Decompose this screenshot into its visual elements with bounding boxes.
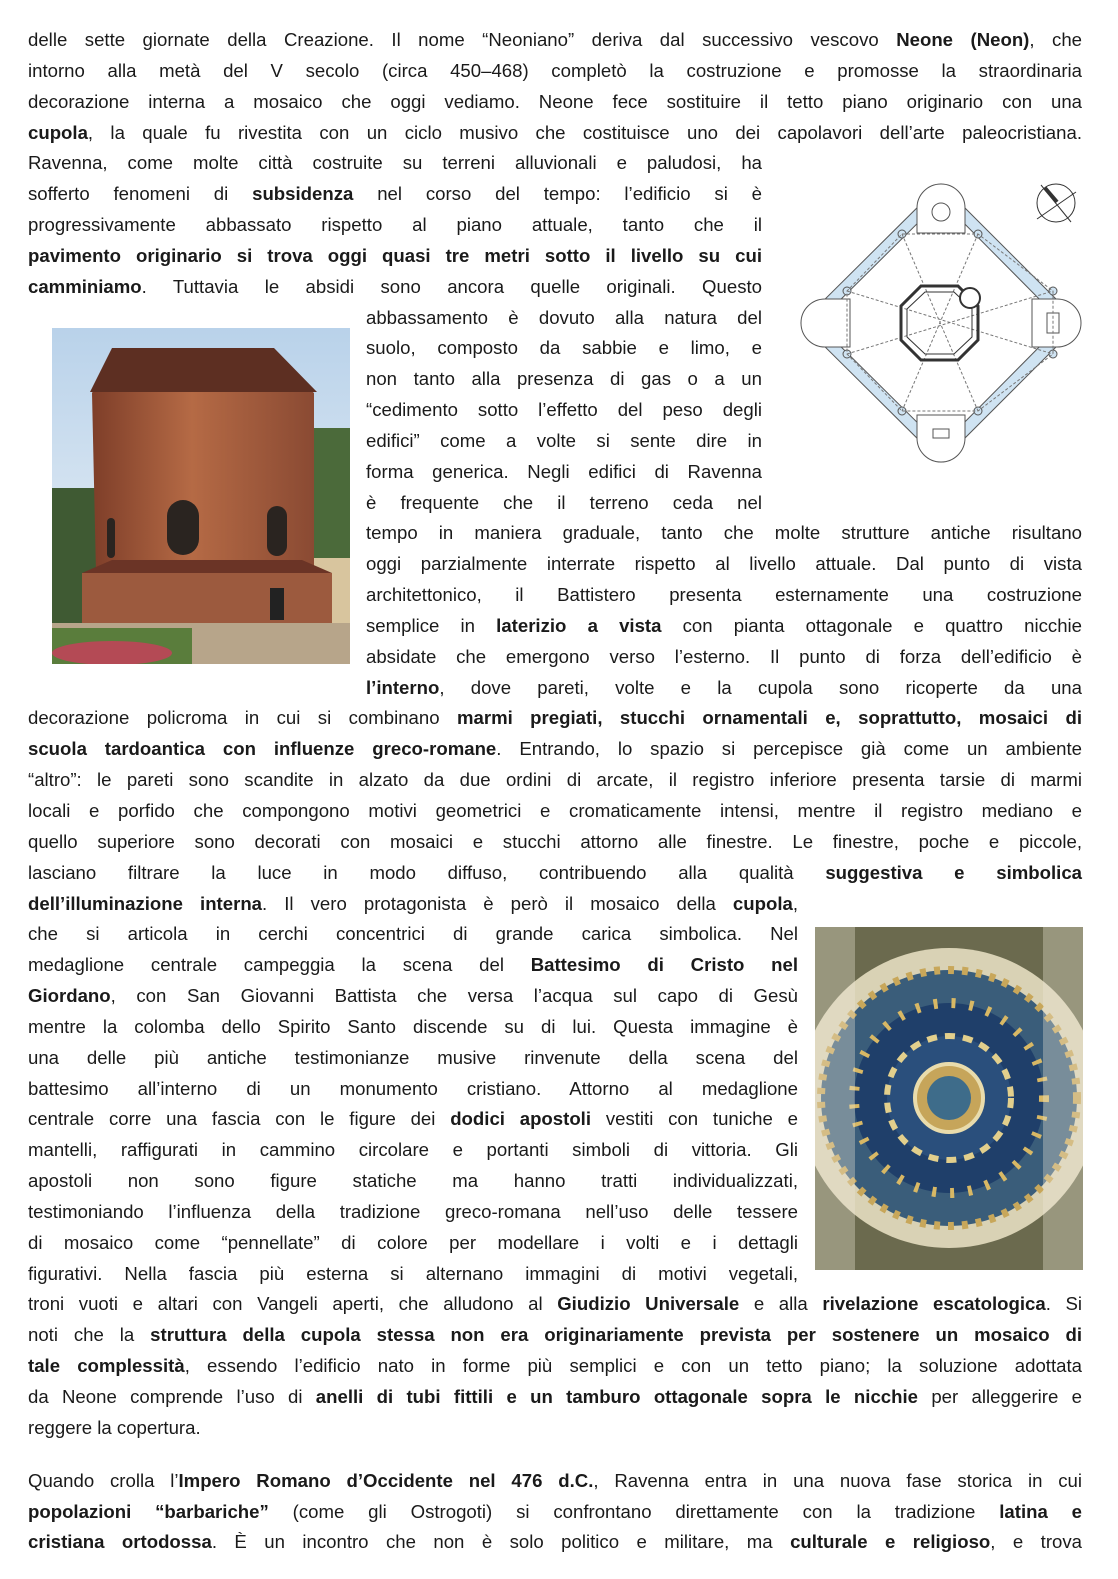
- text-segment: , essendo l’edificio nato in forme più semplici e con un tetto piano; la soluzione adottata: [184, 1355, 1082, 1377]
- text-segment: decorazione policroma in cui si combinano: [28, 707, 457, 729]
- text-line: [366, 335, 762, 361]
- bold-text: tale complessità: [28, 1355, 185, 1377]
- text-line: [28, 181, 762, 207]
- text-segment: testimoniando l’influenza della tradizione greco-romana nell’uso delle tessere: [28, 1200, 798, 1222]
- text-line: [28, 1076, 798, 1102]
- text-line: [28, 736, 1082, 762]
- text-segment: medaglione centrale campeggia la scena del: [28, 954, 531, 976]
- text-line: [366, 366, 762, 392]
- text-segment: , e trova: [990, 1531, 1083, 1552]
- text-line: [366, 520, 1082, 546]
- bold-text: subsidenza: [252, 183, 354, 205]
- text-segment: ,: [792, 892, 798, 914]
- text-line: [28, 891, 798, 917]
- text-segment: tempo in maniera graduale, tanto che molte strutture antiche risultano: [366, 522, 1082, 544]
- bold-text: cristiana ortodossa: [28, 1531, 212, 1552]
- text-segment: battesimo all’interno di un monumento cristiano. Attorno al medaglione: [28, 1077, 798, 1099]
- text-line: [28, 1499, 1082, 1525]
- text-line: [28, 120, 1082, 146]
- baptistery-exterior-photo: [52, 328, 350, 664]
- text-line: [28, 1353, 1082, 1379]
- text-segment: oggi parzialmente interrate rispetto al livello attuale. Dal punto di vista: [366, 553, 1082, 575]
- bold-text: cupola: [732, 892, 793, 914]
- text-segment: edifici” come a volte si sente dire in: [366, 429, 762, 451]
- text-segment: delle sette giornate della Creazione. Il nome “Neoniano” deriva dal successivo vescovo: [28, 29, 897, 50]
- text-segment: , Ravenna entra in una nuova fase storica in cui: [593, 1470, 1082, 1491]
- text-line: [28, 767, 1082, 793]
- text-line: [28, 1168, 798, 1194]
- text-line: [366, 490, 762, 516]
- text-segment: absidate che emergono verso l’esterno. Il punto di forza dell’edificio è: [366, 645, 1082, 667]
- text-segment: decorazione interna a mosaico che oggi vediamo. Neone fece sostituire il tetto piano originario con una: [28, 90, 1082, 112]
- text-line: [28, 952, 798, 978]
- text-segment: apostoli non sono figure statiche ma hanno tratti individualizzati,: [28, 1170, 798, 1192]
- text-line: [28, 1384, 1082, 1410]
- text-segment: intorno alla metà del V secolo (circa 450–468) completò la costruzione e promosse la straordinaria: [28, 59, 1082, 81]
- text-line: [28, 798, 1082, 824]
- text-line: [28, 89, 1082, 115]
- text-line: [28, 1322, 1082, 1348]
- text-line: [366, 551, 1082, 577]
- bold-text: popolazioni “barbariche”: [28, 1500, 269, 1522]
- bold-text: anelli di tubi fittili e un tamburo ottagonale sopra le nicchie: [315, 1385, 918, 1407]
- bold-text: marmi pregiati, stucchi ornamentali e, soprattutto, mosaici di: [456, 707, 1082, 729]
- text-line: [366, 644, 1082, 670]
- text-line: [28, 1014, 798, 1040]
- text-segment: mentre la colomba dello Spirito Santo discende su di lui. Questa immagine è: [28, 1015, 798, 1037]
- text-line: [28, 212, 762, 238]
- text-segment: sofferto fenomeni di: [28, 183, 253, 205]
- text-segment: , la quale fu rivestita con un ciclo musivo che costituisce uno dei capolavori dell’arte paleocristiana.: [87, 121, 1082, 143]
- text-segment: architettonico, il Battistero presenta esternamente una costruzione: [366, 584, 1082, 606]
- text-line: [28, 1230, 798, 1256]
- text-line: [366, 459, 762, 485]
- text-line: [28, 1199, 798, 1225]
- bold-text: laterizio a vista: [496, 614, 662, 636]
- text-line: [28, 921, 798, 947]
- text-segment: di mosaico come “pennellate” di colore per modellare i volti e i dettagli: [28, 1231, 798, 1253]
- text-line: [28, 1415, 1082, 1441]
- text-segment: , che: [1029, 29, 1083, 50]
- text-segment: mantelli, raffigurati in cammino circolare e portanti simboli di vittoria. Gli: [28, 1139, 798, 1161]
- text-line: [366, 675, 1082, 701]
- text-segment: , dove pareti, volte e la cupola sono ricoperte da una: [439, 676, 1082, 698]
- text-segment: e alla: [739, 1293, 823, 1315]
- baptistery-floor-plan-figure: [795, 178, 1087, 468]
- text-line: [28, 1529, 1082, 1555]
- text-segment: una delle più antiche testimonianze musive rinvenute della scena del: [28, 1046, 798, 1068]
- text-segment: vestiti con tuniche e: [591, 1108, 798, 1130]
- bold-text: latina e: [999, 1500, 1083, 1522]
- text-line: [366, 428, 762, 454]
- text-line: [28, 1137, 798, 1163]
- text-segment: “cedimento sotto l’effetto del peso degli: [366, 399, 762, 421]
- text-line: [28, 705, 1082, 731]
- text-line: [28, 27, 1082, 53]
- bold-text: l’interno: [366, 676, 440, 698]
- bold-text: pavimento originario si trova oggi quasi tre metri sotto il livello su cui: [28, 244, 762, 266]
- text-segment: . È un incontro che non è solo politico e militare, ma: [211, 1531, 791, 1552]
- text-line: [366, 397, 762, 423]
- text-line: [28, 1106, 798, 1132]
- bold-text: Impero Romano d’Occidente nel 476 d.C.: [178, 1470, 594, 1491]
- text-segment: centrale corre una fascia con le figure dei: [28, 1108, 451, 1130]
- text-segment: che si articola in cerchi concentrici di grande carica simbolica. Nel: [28, 923, 798, 945]
- text-segment: suolo, composto da sabbie e limo, e: [366, 337, 762, 359]
- dome-mosaic-photo: [815, 927, 1083, 1270]
- text-line: [28, 1045, 798, 1071]
- bold-text: camminiamo: [28, 275, 142, 297]
- text-line: [28, 860, 1082, 886]
- text-segment: Ravenna, come molte città costruite su terreni alluvionali e paludosi, ha: [28, 152, 762, 174]
- bold-text: dell’illuminazione interna: [28, 892, 263, 914]
- text-line: [28, 150, 762, 176]
- north-arrow-icon: [1037, 184, 1076, 222]
- text-segment: “altro”: le pareti sono scandite in alzato da due ordini di arcate, il registro inferiore presenta tarsie di marmi: [28, 769, 1082, 791]
- text-line: [28, 983, 798, 1009]
- text-segment: abbassamento è dovuto alla natura del: [366, 306, 762, 328]
- text-segment: da Neone comprende l’uso di: [28, 1385, 316, 1407]
- text-segment: nel corso del tempo: l’edificio si è: [353, 183, 762, 205]
- text-segment: lasciano filtrare la luce in modo diffuso, contribuendo alla qualità: [28, 861, 826, 883]
- bold-text: suggestiva e simbolica: [825, 861, 1082, 883]
- text-segment: (come gli Ostrogoti) si confrontano direttamente con la tradizione: [268, 1500, 1000, 1522]
- text-line: [28, 58, 1082, 84]
- text-line: [366, 582, 1082, 608]
- text-segment: . Il vero protagonista è però il mosaico della: [262, 892, 733, 914]
- bold-text: cupola: [28, 121, 88, 143]
- text-segment: quello superiore sono decorati con mosaici e stucchi attorno alle finestre. Le finestre, poche e piccole,: [28, 830, 1082, 852]
- text-line: [28, 274, 762, 300]
- text-segment: noti che la: [28, 1324, 151, 1346]
- text-segment: figurativi. Nella fascia più esterna si alternano immagini di motivi vegetali,: [28, 1262, 798, 1284]
- text-segment: progressivamente abbassato rispetto al piano attuale, tanto che il: [28, 214, 762, 236]
- bold-text: scuola tardoantica con influenze greco-romane: [28, 738, 497, 760]
- text-line: [28, 1261, 798, 1287]
- bold-text: rivelazione escatologica: [822, 1293, 1046, 1315]
- text-segment: Quando crolla l’: [28, 1470, 179, 1491]
- bold-text: dodici apostoli: [450, 1108, 592, 1130]
- text-segment: non tanto alla presenza di gas o a un: [366, 368, 762, 390]
- text-segment: per alleggerire e: [918, 1385, 1082, 1407]
- bold-text: Neone (Neon): [896, 29, 1030, 50]
- text-segment: con pianta ottagonale e quattro nicchie: [661, 614, 1083, 636]
- bold-text: struttura della cupola stessa non era originariamente prevista per sostenere un mosaico di: [150, 1324, 1082, 1346]
- text-segment: reggere la copertura.: [28, 1416, 201, 1438]
- text-line: [366, 305, 762, 331]
- bold-text: Battesimo di Cristo nel: [530, 954, 798, 976]
- text-line: [28, 1291, 1082, 1317]
- bold-text: Giudizio Universale: [557, 1293, 740, 1315]
- text-segment: . Si: [1045, 1293, 1082, 1315]
- text-segment: . Entrando, lo spazio si percepisce già come un ambiente: [496, 738, 1083, 760]
- text-line: [28, 829, 1082, 855]
- text-line: [28, 243, 762, 269]
- text-segment: semplice in: [366, 614, 497, 636]
- text-segment: forma generica. Negli edifici di Ravenna: [366, 460, 762, 482]
- text-segment: , con San Giovanni Battista che versa l’acqua sul capo di Gesù: [110, 985, 798, 1007]
- text-segment: locali e porfido che compongono motivi geometrici e cromaticamente intensi, mentre il registro mediano e: [28, 800, 1082, 821]
- text-segment: . Tuttavia le absidi sono ancora quelle originali. Questo: [141, 275, 762, 297]
- text-line: [28, 1468, 1082, 1494]
- text-segment: è frequente che il terreno ceda nel: [366, 491, 762, 513]
- bold-text: culturale e religioso: [790, 1531, 991, 1552]
- bold-text: Giordano: [28, 985, 111, 1007]
- text-segment: troni vuoti e altari con Vangeli aperti, che alludono al: [28, 1293, 558, 1315]
- text-line: [366, 613, 1082, 639]
